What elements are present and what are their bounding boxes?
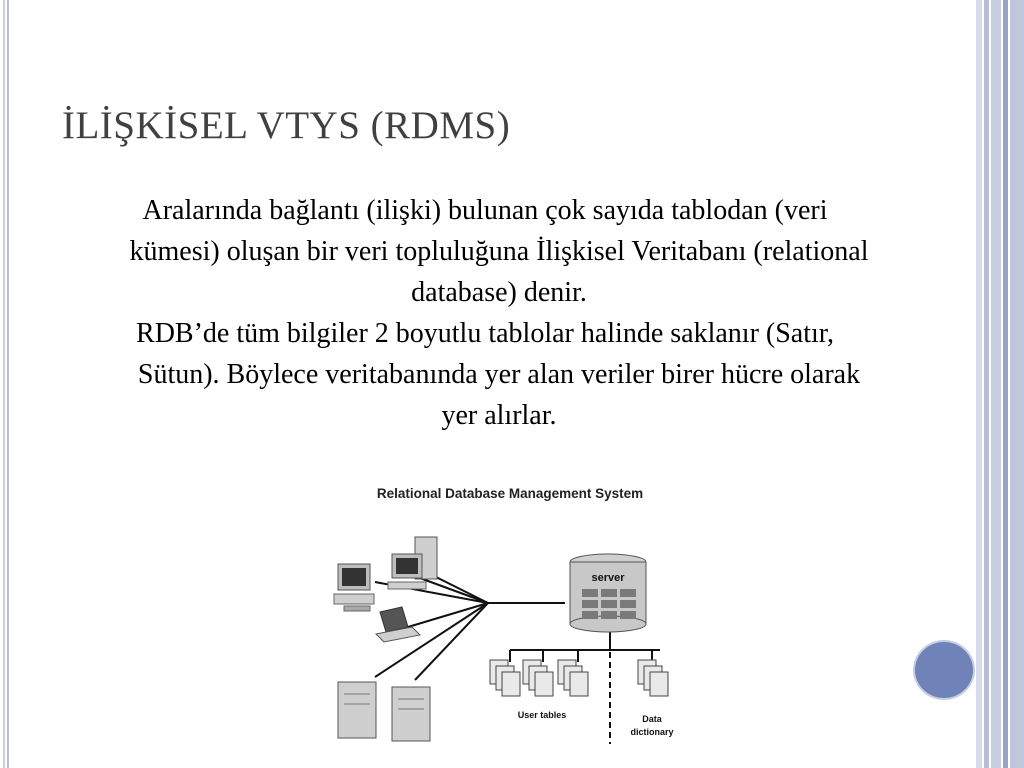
slide-title: İLİŞKİSEL VTYS (RDMS): [62, 104, 511, 147]
user-tables-icons: [490, 660, 588, 696]
server-label: server: [591, 572, 625, 584]
paragraph-1: Aralarında bağlantı (ilişki) bulunan çok sayıda tablodan (veri kümesi) oluşan bir veri topluluğuna İlişkisel Veritabanı (relational database) denir.: [129, 195, 869, 308]
paragraph-2: RDB’de tüm bilgiler 2 boyutlu tablolar halinde saklanır (Satır, Sütun). Böylece veritabanında yer alan veriler birer hücre olarak yer alırlar.: [136, 318, 861, 431]
data-dictionary-label-line1: Data: [642, 714, 662, 724]
desktop-computer-icon: [334, 564, 374, 611]
user-tables-label: User tables: [517, 710, 567, 720]
rdbms-diagram: [320, 482, 700, 752]
server-tower-icon: [338, 682, 376, 738]
data-dictionary-icons: [638, 660, 668, 696]
left-border: [0, 0, 9, 768]
diagram-caption: Relational Database Management System: [376, 486, 644, 501]
decorative-circle: [913, 640, 975, 700]
slide-body: [100, 190, 870, 436]
right-border-stripes: [976, 0, 1024, 768]
server-tower-icon-2: [392, 687, 430, 741]
database-server-icon: [570, 554, 646, 632]
data-dictionary-label-line2: dictionary: [630, 727, 674, 737]
